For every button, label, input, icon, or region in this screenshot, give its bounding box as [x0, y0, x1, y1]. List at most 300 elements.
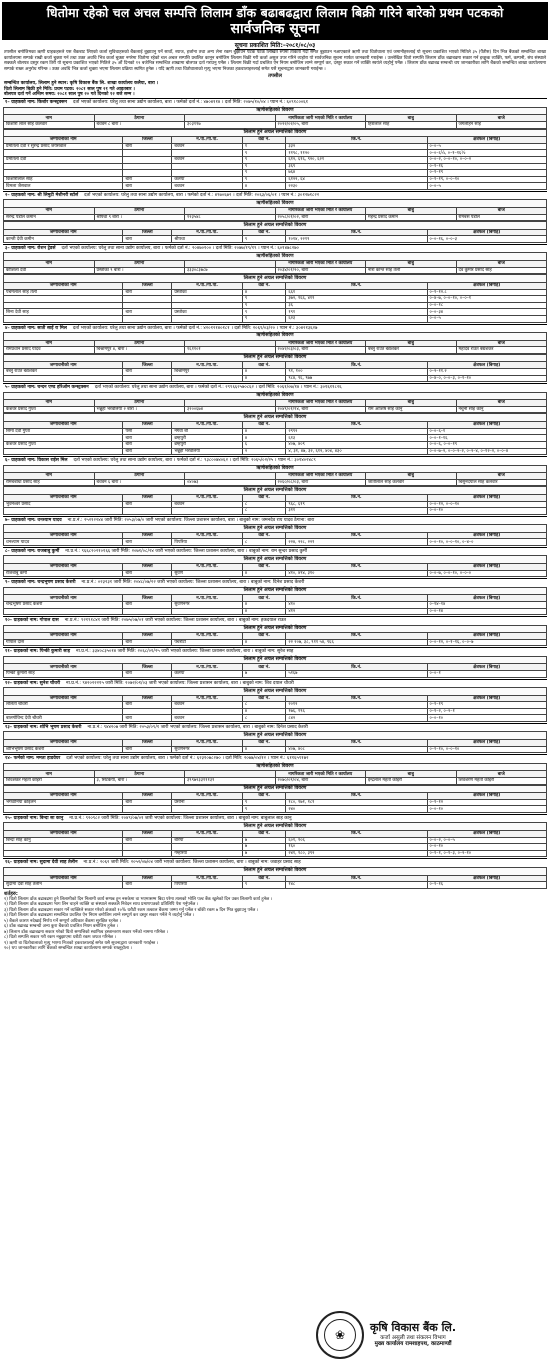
customer-name: ६– ग्राहकको नाम: विकास राईस मिल	[5, 458, 68, 464]
table-header-row	[4, 362, 547, 369]
table-cell	[172, 844, 243, 851]
table-cell: किशोरी लाल साह कलवार	[4, 121, 95, 128]
table-cell: ७	[242, 844, 285, 851]
column-header: बाबु	[366, 400, 457, 407]
column-header: जग्गाधनीको नाम	[4, 740, 123, 747]
table-cell: ८	[242, 501, 285, 508]
land-details-table	[3, 494, 547, 515]
table-header-row	[4, 340, 547, 347]
table-row	[4, 143, 547, 150]
column-header: वडा नं.	[242, 362, 285, 369]
column-header	[185, 400, 276, 407]
customer-block	[3, 754, 547, 813]
table-cell: ६२३	[286, 315, 427, 322]
table-cell: राम आशिष साह कानु	[366, 406, 457, 413]
column-header: जग्गाधनीको नाम	[4, 695, 123, 702]
customer-details-table	[3, 770, 547, 784]
table-cell: ०–०–१०	[427, 508, 547, 515]
customer-name: ४– ग्राहकको नाम: साती साईं रा मिल	[5, 325, 67, 331]
column-header: नागरिकता जारी भएको मिति र कार्यालय	[275, 340, 366, 347]
column-header	[185, 771, 276, 778]
table-cell: ९	[242, 302, 285, 309]
table-cell: सरेन्द्र पडील कमान	[4, 214, 95, 221]
table-cell: बारा	[123, 639, 172, 646]
land-details-caption: लिलाम हुने अचल सम्पत्तिको विवरण	[3, 656, 547, 664]
table-cell: ९	[242, 296, 285, 303]
table-cell: विमला जैसवाल	[4, 183, 123, 190]
column-header: वडा नं.	[242, 137, 285, 144]
table-cell: नचुनी साह कानु	[456, 406, 547, 413]
table-cell: ४१२	[286, 608, 427, 615]
customer-details-table	[3, 207, 547, 221]
table-row	[4, 806, 547, 813]
column-header: बाजे	[456, 208, 547, 215]
column-header: कि.नं.	[286, 564, 427, 571]
table-cell: बधवन	[172, 715, 243, 722]
land-details-table	[3, 663, 547, 677]
column-header: न.पा./गा.पा.	[172, 362, 243, 369]
column-header: बाजे	[456, 473, 547, 480]
table-cell: १०१४, २२१९	[286, 236, 427, 243]
land-details-caption: लिलाम हुने अचल सम्पत्तिको विवरण	[3, 354, 547, 362]
table-cell: ६१२२, ६४	[286, 176, 427, 183]
table-cell: ४	[242, 435, 285, 442]
table-cell: कलैया	[172, 176, 243, 183]
tapsil-heading: तपसील	[268, 73, 282, 80]
table-cell	[123, 375, 172, 382]
column-header: जग्गाधनीको नाम	[4, 831, 123, 838]
customer-name: २– ग्राहकको नाम: श्री लिमुटी मेशीनरी स्टोर्स	[5, 192, 79, 198]
table-row	[4, 441, 547, 448]
table-cell: २०५८/०१/०२, बारा	[275, 214, 366, 221]
table-cell: ललिता चौधरी	[4, 702, 123, 709]
bank-address: मुख्य कार्यालय रामशाहपथ, काठमाण्डौं	[374, 1341, 452, 1348]
table-row	[4, 315, 547, 322]
column-header: नागरिकता जारी भएको मिति र कार्यालय	[275, 473, 366, 480]
term-item: ९) ऋणी वा धितोवालाको मृत्यु भएमा निजको हकवालालाई समेत यसै सूचनाद्वारा जानकारी गराईन्छ ।	[4, 940, 159, 946]
table-cell: २	[242, 448, 285, 455]
table-cell: पिन्की कुमारी साह	[4, 671, 123, 678]
land-details-caption: लिलाम हुने अचल सम्पत्तिको विवरण	[3, 785, 547, 793]
term-item: २) धितो लिलाम डाँक बढाबढमा भाग लिन चाहने व्यक्ति वा संस्थाले सक्कलै निवेदन साथ प्रमाणपत्रको प्रतिलिपि पेश गर्नुपर्नेछ ।	[4, 902, 199, 908]
table-row	[4, 570, 547, 577]
land-details-table	[3, 695, 547, 722]
table-cell	[123, 806, 172, 813]
column-header: वडा नं.	[242, 495, 285, 502]
table-row	[4, 236, 547, 243]
table-cell	[123, 850, 172, 857]
column-header: ठेगाना	[94, 400, 185, 407]
column-header: वडा नं.	[242, 229, 285, 236]
notice-published-date: सूचना प्रकाशित मिति:–२०८१/०८/०३	[234, 42, 316, 50]
column-header: कि.नं.	[286, 664, 427, 671]
table-cell: बारा	[123, 570, 172, 577]
customer-details-table	[3, 399, 547, 413]
table-cell: हिरालाल साह	[366, 121, 457, 128]
table-cell: ९	[242, 163, 285, 170]
customer-name: ३– ग्राहकको नाम: रोशन ट्रेडर्स	[5, 246, 56, 252]
customer-block	[3, 814, 547, 857]
customer-block	[3, 616, 547, 646]
column-header: जग्गाधनीको नाम	[4, 532, 123, 539]
table-cell: ३०३११७	[185, 121, 276, 128]
customer-name: ५– ग्राहकको नाम: चन्दन एण्ड हरिओम कन्स्ट्रक्सन	[5, 385, 89, 391]
column-header: कि.नं.	[286, 740, 427, 747]
table-cell: बारा	[123, 289, 172, 296]
land-details-table	[3, 792, 547, 813]
table-cell: २४१, १८०, ३९२	[286, 850, 427, 857]
customer-name: ८– ग्राहकको नाम: राजबाबु कुर्मी	[5, 549, 60, 555]
table-cell: ०–०–१२, ०–०–१०	[427, 501, 547, 508]
column-header: जिल्ला	[123, 740, 172, 747]
column-header: जिल्ला	[123, 495, 172, 502]
table-cell: श्रीपथा	[172, 236, 243, 243]
land-details-table	[3, 739, 547, 753]
table-cell: पिपरिया	[172, 539, 243, 546]
customer-header	[3, 814, 547, 822]
column-header: जिल्ला	[123, 532, 172, 539]
table-row	[4, 777, 547, 784]
table-cell: केशवर प्रसाद गुप्ता	[4, 441, 123, 448]
land-details-table	[3, 136, 547, 190]
table-cell: २२४, २२८, २२१	[286, 539, 427, 546]
column-header: क्षेत्रफल (बिगाह)	[427, 495, 547, 502]
table-cell: ३६	[286, 302, 427, 309]
customer-block	[3, 679, 547, 722]
table-row	[4, 479, 547, 486]
terms-section	[4, 891, 546, 952]
customer-info: दर्ता भएको कार्यालय: घरेलु तथा साना उद्योग कार्यालय, बारा । फर्मको दर्ता नं.: २९९६६२५७०८६२ । दर्ता मिति: २०६१/०७/१४ । प्यान नं.: ३०१६११८२६	[94, 385, 342, 391]
term-item: ५) बैंकले कारण नदेखाई निर्णय गर्ने सम्पूर्ण अधिकार बैंकमा सुरक्षित रहनेछ ।	[4, 918, 122, 924]
column-header: क्षेत्रफल (बिगाह)	[427, 793, 547, 800]
column-header: बाजे	[456, 340, 547, 347]
table-cell: भगवानिया कोईलन	[4, 799, 123, 806]
table-cell: सुदामा देवी साह तेलीन	[4, 882, 123, 889]
table-cell: १८०, १७१, १८१	[286, 799, 427, 806]
table-cell: बारा	[123, 309, 172, 316]
table-cell: २०६०/०८/०३, बारा	[275, 479, 366, 486]
table-cell: ०–०–१०	[427, 844, 547, 851]
table-cell	[123, 608, 172, 615]
customer-info: दर्ता भएको कार्यालय: घरेलु तथा साना उद्योग कार्यालय, बारा । फर्मको दर्ता नं.: ४७०४११४ । दर्ता मिति: २०७५/१०/०४ । प्यान नं.: ६०९१८००६१	[73, 100, 309, 106]
table-cell: बारा	[123, 441, 172, 448]
table-cell: बालगोविन्द देवी चौधरी	[4, 715, 123, 722]
table-header-row	[4, 793, 547, 800]
term-item: ४) धितो लिलाम डाँक बढाबढमा सम्बन्धित प्रचलित ऐन नियम बमोजिम लाग्ने सम्पूर्ण कर दस्तुर सकार गर्नेले नै व्यहोर्नु पर्नेछ ।	[4, 913, 195, 919]
land-details-table	[3, 229, 547, 243]
column-header: क्षेत्रफल (बिगाह)	[427, 137, 547, 144]
table-cell: ४	[242, 708, 285, 715]
customer-details-caption: ऋणीसहितको विवरण	[3, 199, 547, 207]
customer-name: ९– ग्राहकको नाम: चन्द्रभूषण प्रसाद केशरी	[5, 580, 76, 586]
table-cell: किशोरीलाल साह	[4, 176, 123, 183]
column-header: क्षेत्रफल (बिगाह)	[427, 875, 547, 882]
table-cell: कौशिला देवी	[4, 267, 95, 274]
table-cell: ८	[242, 715, 285, 722]
column-header: क्षेत्रफल (बिगाह)	[427, 633, 547, 640]
table-cell: ४	[242, 601, 285, 608]
table-cell: ३६९	[286, 163, 427, 170]
table-cell: २९९२	[286, 428, 427, 435]
table-cell: ०–४–०, ०–०–३, ०–१–१०	[427, 375, 547, 382]
bank-name: कृषि विकास बैंक लि.	[370, 1321, 457, 1335]
auction-date-line: धितो लिलाम बिक्री हुने मिति: प्रथम पटक: २०८१ साल पुष २१ गते आइतबार ।	[4, 86, 135, 92]
column-header: न.पा./गा.पा.	[172, 633, 243, 640]
table-row	[4, 347, 547, 354]
column-header: नाम	[4, 208, 95, 215]
table-cell: बब्लु राउत बैद्यशंकर	[366, 347, 457, 354]
land-details-caption: लिलाम हुने अचल सम्पत्तिको विवरण	[3, 221, 547, 229]
table-cell: ८	[242, 539, 285, 546]
table-cell: ०–१–१२.८	[427, 289, 547, 296]
column-header: जिल्ला	[123, 595, 172, 602]
table-header-row	[4, 740, 547, 747]
table-header-row	[4, 771, 547, 778]
column-header: वडा नं.	[242, 831, 285, 838]
table-cell: ०–०–२, ०–०–५	[427, 837, 547, 844]
table-cell	[4, 150, 123, 157]
column-header: ठेगाना	[94, 340, 185, 347]
land-details-table	[3, 361, 547, 382]
table-cell: ०–०–६–१	[427, 428, 547, 435]
customer-block	[3, 547, 547, 577]
customer-header	[3, 456, 547, 464]
column-header: क्षेत्रफल (बिगाह)	[427, 740, 547, 747]
customer-name: १६– ग्राहकको नाम: सुदामा देवी साह तेलीन	[5, 860, 78, 866]
column-header: जग्गाधनीको नाम	[4, 875, 123, 882]
table-row	[4, 850, 547, 857]
table-cell: ४०७, ४०९	[286, 441, 427, 448]
table-cell: २२३०	[286, 183, 427, 190]
table-cell: ०–१–१६	[427, 163, 547, 170]
table-cell	[123, 163, 172, 170]
table-header-row	[4, 261, 547, 268]
table-cell: ०–२–११.२	[427, 369, 547, 376]
table-cell	[4, 448, 123, 455]
customer-info: ना.प्र.नं.: ०२३२३१ जारी मिति: २०४८/०७/२२ जारी भएको कार्यालय: जिल्ला प्रशासन कार्यालय, बारा । बाबुको नाम: दिनेश प्रसाद केशरी	[81, 580, 305, 586]
table-cell: २०१२	[286, 702, 427, 709]
table-cell: महेन्द्र प्रसाद कमान	[366, 214, 457, 221]
column-header: बाबु	[366, 473, 457, 480]
table-cell: बारा	[123, 746, 172, 753]
table-cell: ४१०, ४९४, ३१०	[286, 570, 427, 577]
table-cell: ४	[242, 639, 285, 646]
table-cell: ०–१–१२	[427, 799, 547, 806]
table-cell: ०–१–२, ०–२–१	[427, 708, 547, 715]
table-cell: १४८	[286, 882, 427, 889]
column-header: जिल्ला	[123, 564, 172, 571]
table-cell: बारा	[123, 671, 172, 678]
bank-text	[370, 1322, 456, 1348]
table-cell: ०–०–५	[427, 183, 547, 190]
table-cell: सिमा देवी गुप्ता	[4, 428, 123, 435]
table-cell: ९	[242, 799, 285, 806]
table-cell	[123, 844, 172, 851]
column-header: न.पा./गा.पा.	[172, 740, 243, 747]
table-cell: ३२००६७४	[185, 406, 276, 413]
table-cell: सुवर्ण	[172, 570, 243, 577]
column-header: ठेगाना	[94, 208, 185, 215]
table-cell: ०–१–१९	[427, 702, 547, 709]
table-cell: ९	[242, 150, 285, 157]
column-header: वडा नं.	[242, 664, 285, 671]
column-header: नाम	[4, 115, 95, 122]
table-row	[4, 702, 547, 709]
table-cell: सुवर्णनगर	[172, 601, 243, 608]
customer-name: ७– ग्राहकको नाम: धनश्याम यादव	[5, 517, 62, 523]
table-cell	[4, 850, 123, 857]
column-header: वडा नं.	[242, 282, 285, 289]
table-row	[4, 837, 547, 844]
customer-header	[3, 616, 547, 624]
table-cell: ९	[242, 157, 285, 164]
table-cell: नारा कान्त साह तेली	[366, 267, 457, 274]
table-cell: बारा	[123, 448, 172, 455]
table-cell: ४	[242, 289, 285, 296]
customer-name: १– ग्राहकको नाम: किशोर कन्स्ट्रक्सन	[5, 100, 67, 106]
table-row	[4, 309, 547, 316]
table-row	[4, 799, 547, 806]
column-header: न.पा./गा.पा.	[172, 664, 243, 671]
table-cell: सुवर्णनगर	[172, 746, 243, 753]
table-cell: ४	[242, 183, 285, 190]
customer-info: ना.प्र.नं.: ९४२०२२२१५ जारी मिति: २०७२/०१/०३ जारी भएको कार्यालय: जिल्ला प्रशासन कार्यालय, बारा । बाबुको नाम: शिव दयाल चौधरी	[66, 680, 294, 686]
table-cell: शोभिभूषण प्रसाद केशरी	[4, 746, 123, 753]
column-header: जिल्ला	[123, 875, 172, 882]
table-cell: २४०	[286, 806, 427, 813]
table-cell: ३, सिटकैया, बारा ।	[94, 777, 185, 784]
column-header: जग्गाधनीको नाम	[4, 564, 123, 571]
land-details-caption: लिलाम हुने अचल सम्पत्तिको विवरण	[3, 555, 547, 563]
column-header: न.पा./गा.पा.	[172, 695, 243, 702]
table-cell: २०४२/०३/०३, बारा	[275, 347, 366, 354]
table-cell	[4, 375, 123, 382]
column-header: कि.नं.	[286, 362, 427, 369]
table-cell: ०–०–७–२, ०–०–२–२, ०–२–४, ०–१२–२, ०–०–४	[427, 448, 547, 455]
customer-info: ना.प्र.नं.: ३३४०८३५०१४ जारी मिति: २०६८/०१/२५ जारी भएको कार्यालय: जिल्ला प्रशासन कार्यालय, बारा । बाबुको नाम: सुरेश साह	[76, 649, 294, 655]
table-row	[4, 539, 547, 546]
table-cell: पंचमलाल साह तेली	[4, 289, 123, 296]
table-cell: ०–०–१०, ०–०–१०, ०–४–०	[427, 539, 547, 546]
table-cell: ०–०–१०	[427, 806, 547, 813]
table-cell: बारा	[123, 176, 172, 183]
table-cell	[123, 157, 172, 164]
table-cell: ४	[242, 375, 285, 382]
column-header: कि.नं.	[286, 875, 427, 882]
table-cell: ०–०–१४	[427, 608, 547, 615]
column-header: ठेगाना	[94, 473, 185, 480]
table-cell: ९१, १००	[286, 369, 427, 376]
column-header	[185, 473, 276, 480]
table-cell: रामबबोधा प्रसाद साह	[4, 479, 95, 486]
table-cell: ८	[242, 702, 285, 709]
column-header: नागरिकता जारी भएको मिति र कार्यालय	[275, 400, 366, 407]
table-cell	[123, 150, 172, 157]
customer-header	[3, 98, 547, 106]
column-header: ठेगाना	[94, 115, 185, 122]
table-cell: बारा	[123, 435, 172, 442]
table-cell: ७६४	[286, 170, 427, 177]
customer-info: ना.प्र.नं.: ९२१९१८४१ जारी मिति: २०७५/०७/०१ जारी भएको कार्यालय: जिल्ला प्रशासन कार्यालय, बारा । बाबुको नाम: हकदयाल राउत	[64, 618, 286, 624]
table-cell: ४	[242, 746, 285, 753]
table-cell	[172, 296, 243, 303]
land-details-table	[3, 875, 547, 889]
table-cell	[123, 708, 172, 715]
table-cell: प्रेमतिला देवी र सुरेन्द्र प्रसाद जयसवाल	[4, 143, 123, 150]
term-item: १०) थप जानकारीका लागि बैंकको सम्बन्धित शाखा कार्यालयमा सम्पर्क राख्नुहोला ।	[4, 946, 132, 952]
customer-header	[3, 324, 547, 332]
table-cell: प्रस्तोका ९ बारा ।	[94, 267, 185, 274]
table-cell: ०४०७३	[185, 479, 276, 486]
term-item: १) धितो लिलाम डाँक बढाबढमा हुने लिलामीको दिन निलामी कार्य सम्पन्न हुन नसकेमा वा भएमासम्म बिदा परेमा त्यसको भोलि पल्ट बैंक खुलेको दिन उक्त लिलामी कार्य हुनेछ ।	[4, 897, 273, 903]
table-cell	[123, 302, 172, 309]
table-cell: ०–०–१	[427, 671, 547, 678]
customer-info: ना.प्र.नं.: ९४४२०७ जारी मिति: २०५३/०९/१ जारी भएको कार्यालय: जिल्ला प्रशासन कार्यालय, बारा । बाबुको नाम: दिनेश प्रसाद केशरी	[87, 725, 308, 731]
table-cell: १२३५४८	[185, 214, 276, 221]
column-header: न.पा./गा.पा.	[172, 282, 243, 289]
terms-header: शर्तहरु:	[4, 890, 18, 897]
table-cell: २०४९/०१/१४, बारा	[275, 406, 366, 413]
column-header: जिल्ला	[123, 831, 172, 838]
table-cell: ०–१४–१४	[427, 601, 547, 608]
column-header: वडा नं.	[242, 532, 285, 539]
column-header: कि.नं.	[286, 695, 427, 702]
customers-container	[2, 98, 548, 888]
table-cell: ०–१–१६	[427, 882, 547, 889]
table-row	[4, 214, 547, 221]
auction-time-line: बोलपत्र दर्ता गर्ने अन्तिम समय: २०८१ साल पुष २० गते दिनको १२ बजे सम्म ।	[4, 91, 135, 97]
land-details-caption: लिलाम हुने अचल सम्पत्तिको विवरण	[3, 625, 547, 633]
table-cell: ४	[242, 570, 285, 577]
table-cell: ११९८, ११२०	[286, 150, 427, 157]
table-cell: २०३४/०१/२०, बारा	[275, 267, 366, 274]
table-cell: ७	[242, 671, 285, 678]
column-header: नाम	[4, 473, 95, 480]
land-details-table	[3, 594, 547, 615]
customer-info: ना.प्र.नं.: ९२०९८२ जारी मिति: २०४९/०७/०१ जारी भएको कार्यालय: जिल्ला प्रशासन कार्यालय, बारा । बाबुको नाम: बाबुलाल साह कानु	[69, 816, 292, 821]
column-header: बाबु	[366, 115, 457, 122]
table-cell	[4, 296, 123, 303]
table-row	[4, 296, 547, 303]
table-cell	[4, 302, 123, 309]
table-cell: ९	[242, 170, 285, 177]
table-row	[4, 121, 547, 128]
table-cell	[4, 163, 123, 170]
customer-details-table	[3, 340, 547, 354]
column-header: जग्गाधनीको नाम	[4, 633, 123, 640]
term-item: ३) धितो लिलाम डाँक बढाबढमा सकार गर्ने व्यक्तिले सकार गरेको अंकको १०% धरौटी रकम तत्काल बैंकमा जम्मा गर्नु पर्नेछ र बाँकी रकम ७ दिन भित्र बुझाउनु पर्नेछ ।	[4, 907, 259, 913]
table-header-row	[4, 473, 547, 480]
column-header: क्षेत्रफल (बिगाह)	[427, 831, 547, 838]
column-header: क्षेत्रफल (बिगाह)	[427, 229, 547, 236]
column-header: नागरिकता जारी भएको मिति र कार्यालय	[275, 261, 366, 268]
table-cell: ६०१, १०६	[286, 837, 427, 844]
land-details-caption: लिलाम हुने अचल सम्पत्तिको विवरण	[3, 867, 547, 875]
column-header: न.पा./गा.पा.	[172, 495, 243, 502]
table-cell: ८	[242, 508, 285, 515]
table-cell: २०२२/०२/०५, बारा	[275, 121, 366, 128]
column-header: वडा नं.	[242, 740, 285, 747]
table-cell: १९१	[286, 309, 427, 316]
table-row	[4, 170, 547, 177]
table-row	[4, 671, 547, 678]
column-header: वडा नं.	[242, 875, 285, 882]
column-header: कि.नं.	[286, 495, 427, 502]
customer-block	[3, 244, 547, 322]
table-cell: बारा	[123, 702, 172, 709]
column-header: बाबु	[366, 771, 457, 778]
customer-details-table	[3, 260, 547, 274]
